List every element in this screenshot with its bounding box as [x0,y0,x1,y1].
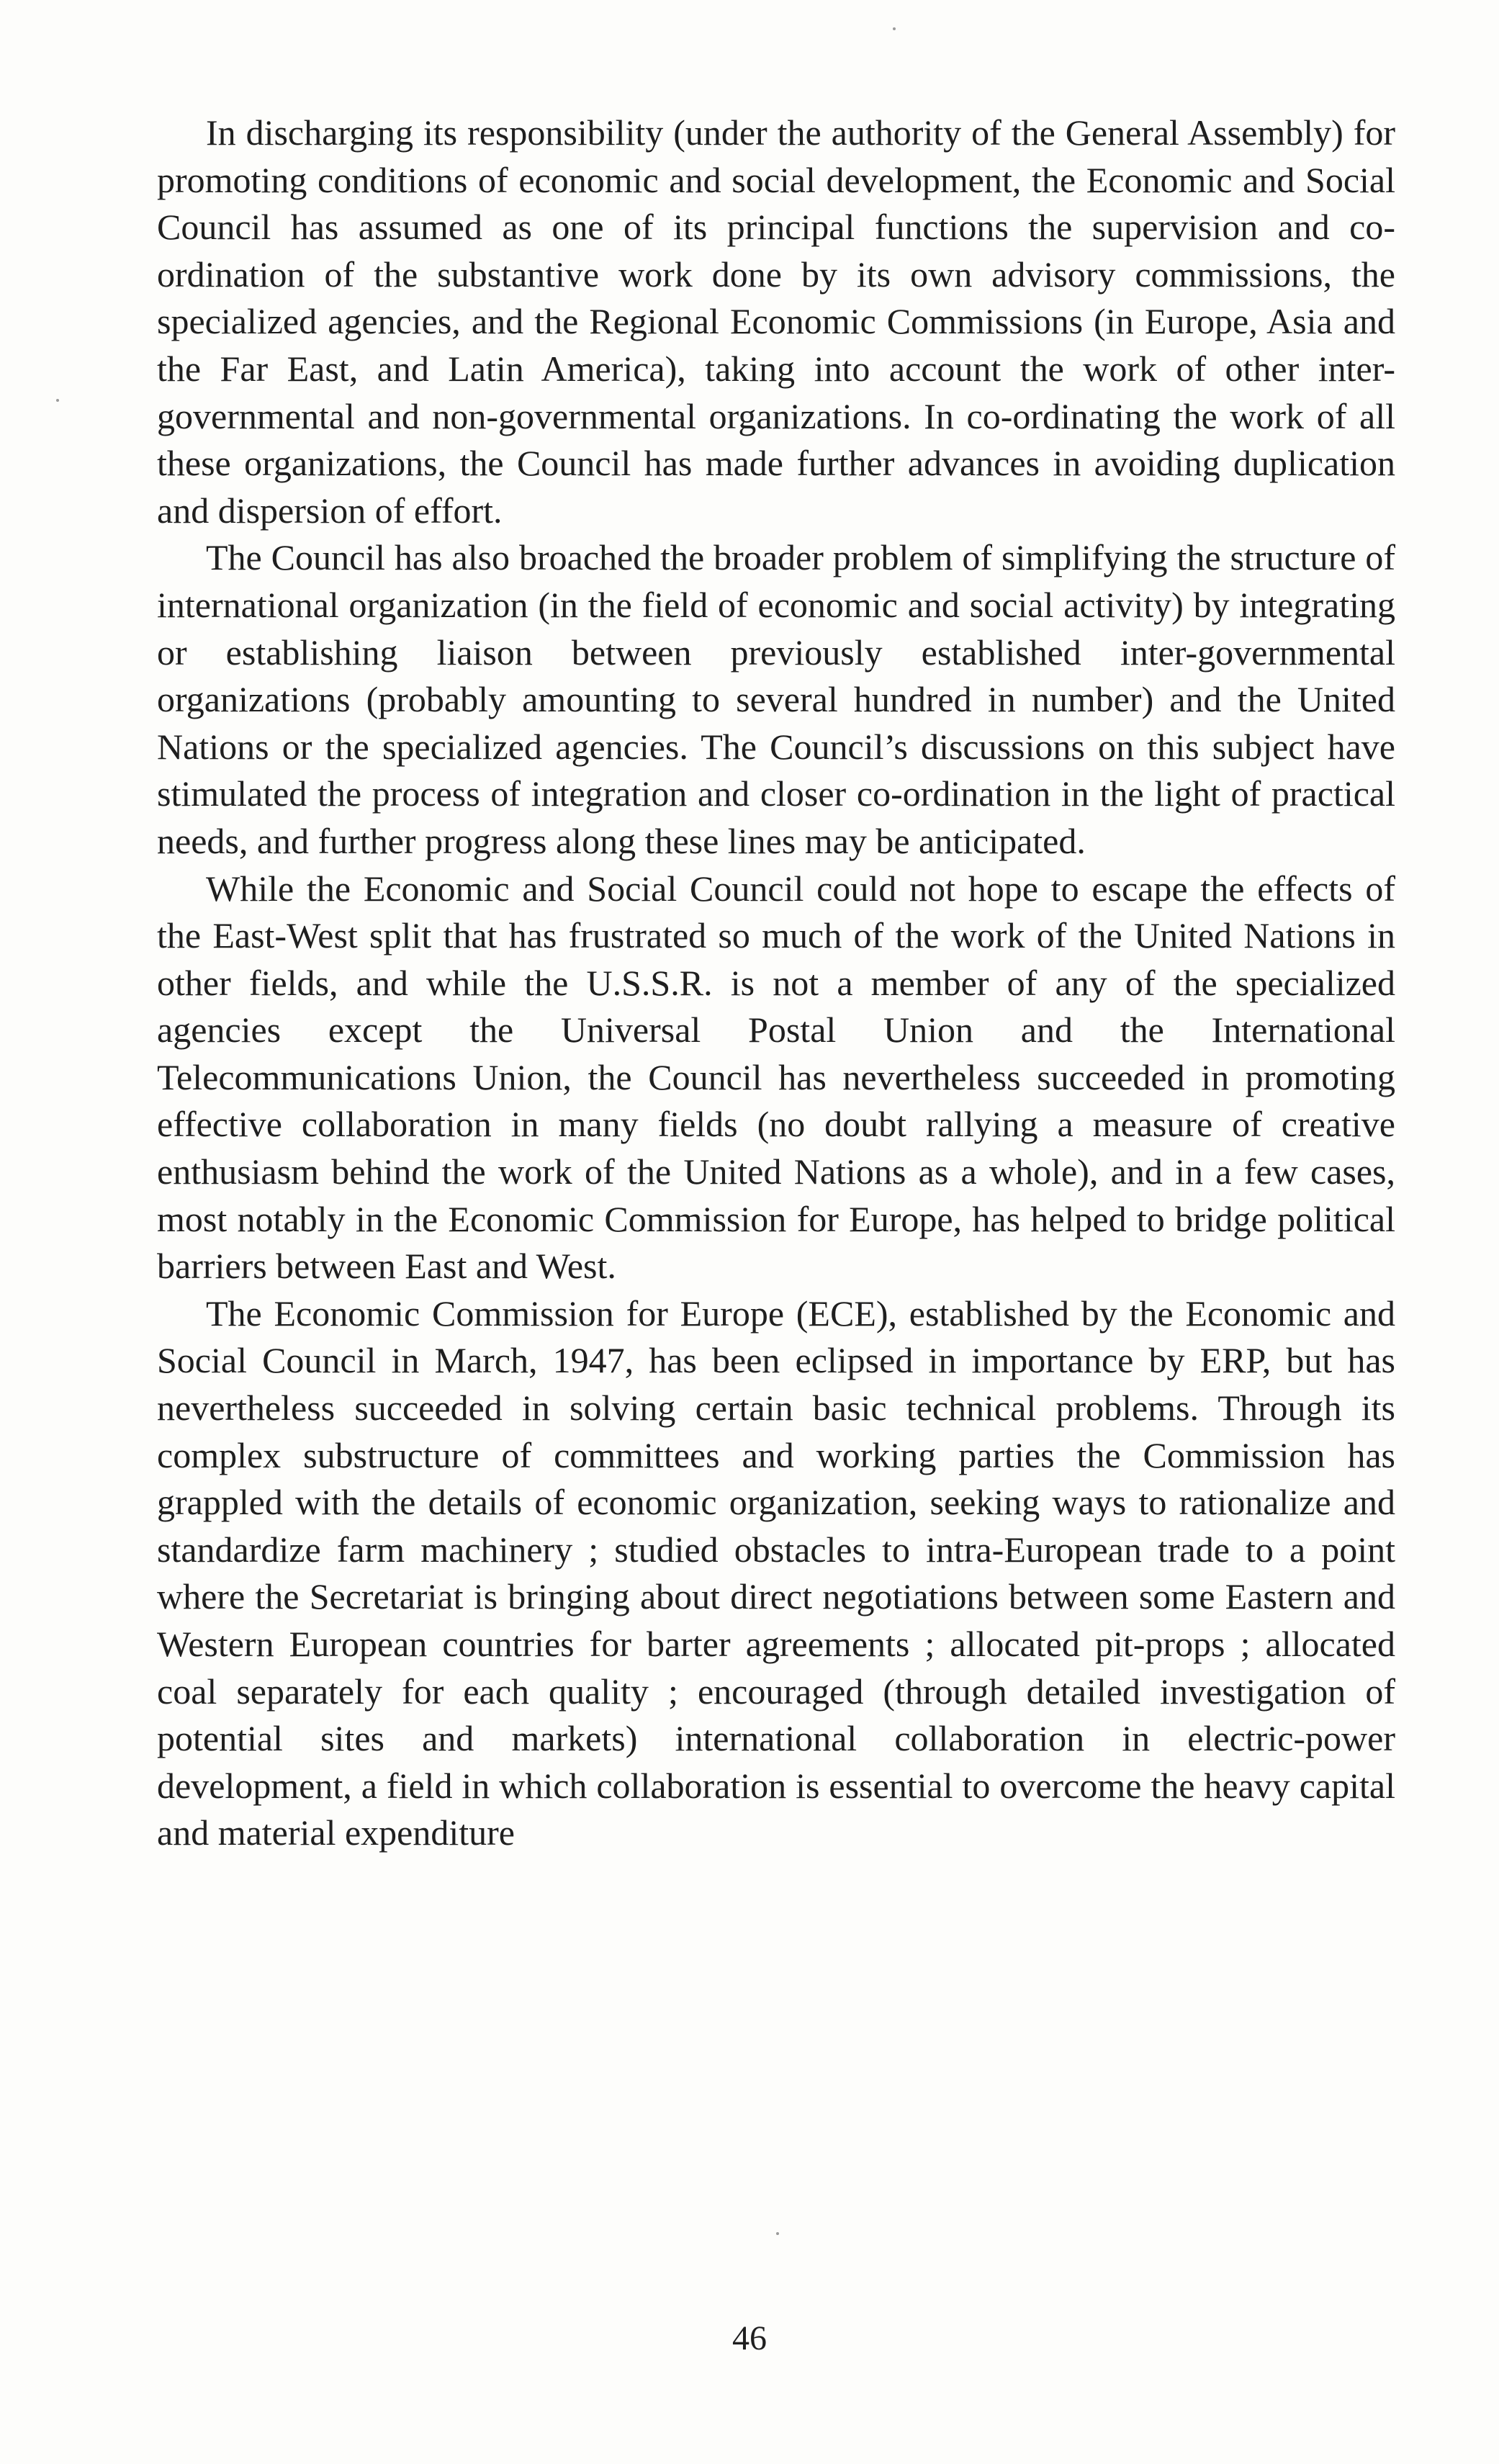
body-text [157,109,1395,1857]
scan-speck [56,399,59,402]
paragraph-4: The Economic Commission for Europe (ECE), established by the Economic and Social Council in March, 1947, has been eclipsed in importance by ERP, but has nevertheless succeeded in solving certain basic technical problems. Through its complex substructure of committees and working parties the Commission has grappled with the details of economic organization, seeking ways to rationalize and standardize farm machinery ; studied obstacles to intra-European trade to a point where the Secretariat is bringing about direct negotiations between some Eastern and Western European countries for barter agreements ; allocated pit-props ; allocated coal separately for each quality ; encouraged (through detailed investigation of potential sites and markets) international collaboration in electric-power development, a field in which collaboration is essential to overcome the heavy capital and material expenditure [157,1292,1395,1853]
scan-speck [893,27,896,30]
page-number: 46 [732,2319,767,2357]
paragraph-1: In discharging its responsibility (under the authority of the General Assembly) for promoting conditions of economic and social development, the Economic and Social Council has assumed as one of its principal functions the supervision and co-ordination of the substantive work done by its own advisory commissions, the specialized agencies, and the Regional Economic Commissions (in Europe, Asia and the Far East, and Latin America), taking into account the work of other inter-governmental and non-governmental organizations. In co-ordinating the work of all these organizations, the Council has made further advances in avoiding duplication and dispersion of effort. [157,112,1395,531]
paragraph-2: The Council has also broached the broader problem of simplifying the structure of international organization (in the field of economic and social activity) by integrating or establishing liaison between previously established inter-governmental organizations (probably amounting to several hundred in number) and the United Nations or the specialized agencies. The Council’s discussions on this subject have stimulated the process of integration and closer co-ordination in the light of practical needs, and further progress along these lines may be anticipated. [157,537,1395,861]
scan-speck [776,2232,779,2235]
paragraph-3: While the Economic and Social Council could not hope to escape the effects of the East-West split that has frustrated so much of the work of the United Nations in other fields, and while the U.S.S.R. is not a member of any of the specialized agencies except the Universal Postal Union and the International Telecommunications Union, the Council has nevertheless succeeded in promoting effective collaboration in many fields (no doubt rallying a measure of creative enthusiasm behind the work of the United Nations as a whole), and in a few cases, most notably in the Economic Commission for Europe, has helped to bridge political barriers between East and West. [157,868,1395,1287]
